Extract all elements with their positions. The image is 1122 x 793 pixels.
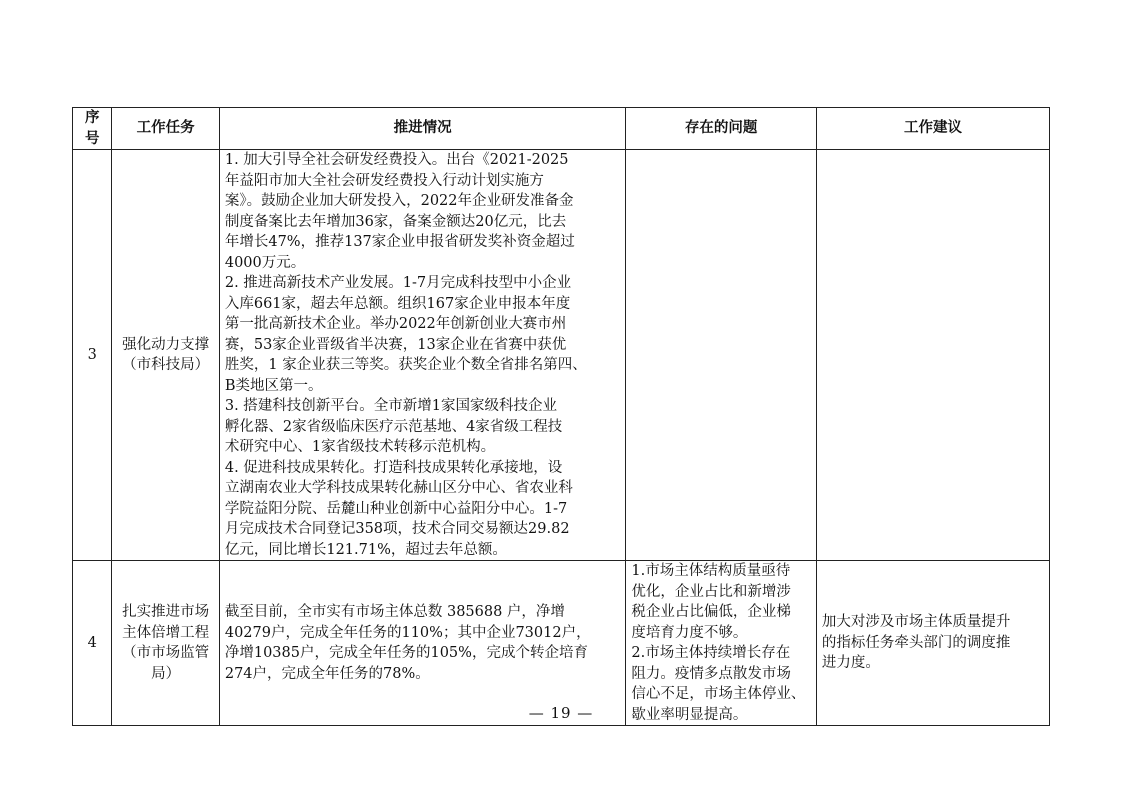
- task-line: 强化动力支撑: [122, 336, 210, 353]
- progress-line: 孵化器、2家省级临床医疗示范基地、4家省级工程技: [224, 418, 563, 435]
- progress-line: 胜奖，1 家企业获三等奖。获奖企业个数全省排名第四、: [224, 357, 587, 373]
- progress-line: 2. 推进高新技术产业发展。1-7月完成科技型中小企业: [224, 275, 572, 291]
- row-number: 3: [73, 150, 112, 561]
- progress-line: 制度备案比去年增加36家，备案金额达20亿元，比去: [224, 213, 567, 230]
- issue-line: 1.市场主体结构质量亟待: [631, 563, 791, 579]
- header-no: 序号: [73, 108, 112, 150]
- progress-line: 4. 促进科技成果转化。打造科技成果转化承接地，设: [224, 459, 563, 476]
- suggestion-line: 进力度。: [821, 655, 880, 672]
- task-line: （市科技局）: [122, 357, 210, 373]
- suggestions-cell: [816, 561, 1049, 726]
- header-suggestions: 工作建议: [816, 108, 1049, 150]
- progress-line: 亿元，同比增长121.71%，超过去年总额。: [224, 541, 507, 558]
- suggestions-cell: [816, 150, 1049, 561]
- task-line: （市市场监管: [122, 645, 210, 661]
- progress-line: 年增长47%，推荐137家企业申报省研发奖补资金超过: [224, 234, 575, 250]
- progress-line: 1. 加大引导全社会研发经费投入。出台《2021-2025: [224, 152, 569, 168]
- progress-line: 立湖南农业大学科技成果转化赫山区分中心、省农业科: [224, 480, 573, 496]
- task-cell: [112, 561, 219, 726]
- progress-cell: [219, 150, 626, 561]
- work-progress-table: [72, 107, 1050, 726]
- page-number: — 19 —: [528, 704, 594, 722]
- progress-line: 年益阳市加大全社会研发经费投入行动计划实施方: [224, 172, 544, 189]
- issue-line: 歇业率明显提高。: [631, 706, 748, 723]
- table-header-row: [73, 108, 1050, 150]
- progress-line: 净增10385户，完成全年任务的105%，完成个转企培育: [224, 645, 588, 661]
- progress-line: B类地区第一。: [224, 377, 323, 394]
- progress-line: 学院益阳分院、岳麓山种业创新中心益阳分中心。1-7: [224, 500, 568, 517]
- progress-line: 术研究中心、1家省级技术转移示范机构。: [224, 439, 496, 455]
- task-line: 局）: [151, 665, 181, 682]
- progress-line: 案》。鼓励企业加大研发投入，2022年企业研发准备金: [224, 193, 574, 209]
- issue-line: 阻力。疫情多点散发市场: [631, 665, 791, 682]
- progress-line: 3. 搭建科技创新平台。全市新增1家国家级科技企业: [224, 398, 558, 414]
- suggestion-line: 的指标任务牵头部门的调度推: [821, 634, 1011, 651]
- progress-line: 月完成技术合同登记358项，技术合同交易额达29.82: [224, 521, 570, 537]
- issue-line: 优化，企业占比和新增涉: [631, 583, 791, 600]
- task-line: 主体倍增工程: [122, 624, 210, 641]
- issue-line: 度培育力度不够。: [631, 624, 748, 641]
- progress-line: 入库661家，超去年总额。组织167家企业申报本年度: [224, 295, 571, 312]
- row-number: 4: [73, 561, 112, 726]
- task-line: 扎实推进市场: [122, 604, 210, 620]
- suggestion-line: 加大对涉及市场主体质量提升: [821, 614, 1011, 631]
- progress-line: 274户，完成全年任务的78%。: [224, 665, 430, 682]
- progress-line: 截至目前，全市实有市场主体总数 385688 户，净增: [224, 604, 565, 620]
- issue-line: 税企业占比偏低，企业梯: [631, 604, 791, 620]
- table-row: [73, 150, 1050, 561]
- issue-line: 2.市场主体持续增长存在: [631, 645, 791, 661]
- issues-cell: [626, 561, 817, 726]
- header-issues: 存在的问题: [626, 108, 817, 150]
- issues-cell: [626, 150, 817, 561]
- header-task: 工作任务: [112, 108, 219, 150]
- table-row: [73, 561, 1050, 726]
- progress-line: 赛，53家企业晋级省半决赛，13家企业在省赛中获优: [224, 336, 567, 353]
- progress-line: 第一批高新技术企业。举办2022年创新创业大赛市州: [224, 316, 567, 332]
- progress-line: 4000万元。: [224, 254, 306, 271]
- task-cell: [112, 150, 219, 561]
- header-progress: 推进情况: [219, 108, 626, 150]
- issue-line: 信心不足，市场主体停业、: [631, 686, 806, 702]
- progress-cell: [219, 561, 626, 726]
- progress-line: 40279户，完成全年任务的110%；其中企业73012户，: [224, 624, 591, 641]
